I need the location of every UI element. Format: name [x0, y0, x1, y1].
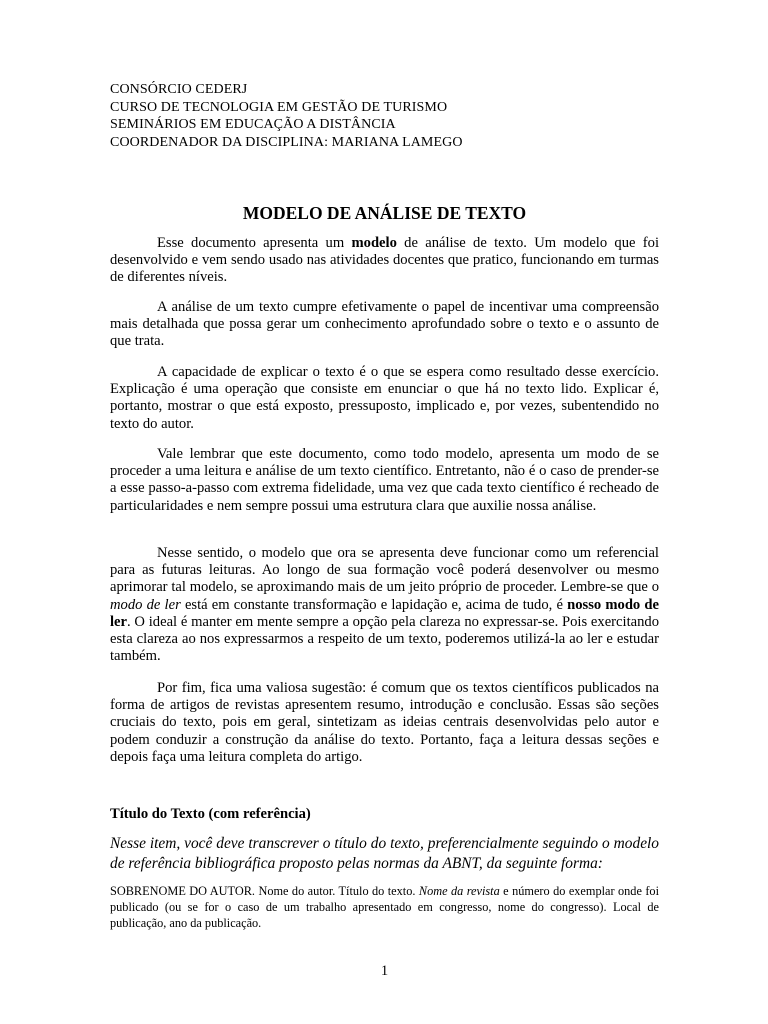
paragraph-1 — [110, 235, 659, 287]
p1-text-after: de análise de texto. Um modelo que foi desenvolvido e vem sendo usado nas atividades docentes que pratico, funcionando em turmas de diferentes níveis. — [110, 235, 660, 286]
paragraph-5 — [110, 545, 659, 665]
header-coordinator: COORDENADOR DA DISCIPLINA: MARIANA LAMEGO — [110, 134, 463, 150]
instruction-paragraph: Nesse item, você deve transcrever o título do texto, preferencialmente seguindo o modelo de referência bibliográfica proposto pelas normas da ABNT, da seguinte forma: — [110, 835, 659, 872]
p5-text-2: está em constante transformação e lapidação e, acima de tudo, é — [180, 596, 568, 613]
page-number: 1 — [380, 963, 389, 979]
reference-format — [110, 883, 659, 931]
paragraph-2: A análise de um texto cumpre efetivamente o papel de incentivar uma compreensão mais detalhada que possa gerar um conhecimento aprofundado sobre o texto e o assunto de que trata. — [110, 299, 659, 350]
p1-text-before: Esse documento apresenta um — [157, 235, 352, 251]
paragraph-4: Vale lembrar que este documento, como todo modelo, apresenta um modo de se proceder a uma leitura e análise de um texto científico. Entretanto, não é o caso de prender-se a esse passo-a-passo com extrema fidelidade, uma vez que cada texto científico é recheado de particularidades e nem sempre possui uma estrutura clara que auxilie nossa análise. — [110, 446, 659, 514]
ref-text-after: e número do exemplar onde foi publicado (ou se for o caso de um trabalho apresentado em congresso, nome do congresso). Local de publicação, ano da publicação. — [110, 884, 659, 930]
p5-bold-term: nosso modo de ler — [110, 596, 659, 630]
paragraph-6: Por fim, fica uma valiosa sugestão: é comum que os textos científicos publicados na forma de artigos de revistas apresentem resumo, introdução e conclusão. Essas são seções cruciais do texto, pois em geral, sintetizam as ideias centrais desenvolvidas pelo autor e podem conduzir a construção da análise do texto. Portanto, faça a leitura dessas seções e depois faça uma leitura completa do artigo. — [110, 680, 659, 765]
ref-journal-name: Nome da revista — [418, 884, 500, 898]
header-consortium: CONSÓRCIO CEDERJ — [110, 82, 248, 97]
p5-text-1: Nesse sentido, o modelo que ora se apresenta deve funcionar como um referencial para as futuras leituras. Ao longo de sua formação você poderá desenvolver ou mesmo aprimorar tal modelo, se aproximando mais de um jeito próprio de proceder. Lembre-se que o — [110, 545, 659, 596]
header-seminars: SEMINÁRIOS EM EDUCAÇÃO A DISTÂNCIA — [110, 117, 396, 132]
document-title: MODELO DE ANÁLISE DE TEXTO — [242, 203, 527, 223]
section-heading: Título do Texto (com referência) — [110, 806, 311, 822]
paragraph-3: A capacidade de explicar o texto é o que se espera como resultado desse exercício. Explicação é uma operação que consiste em enunciar o que há no texto lido. Explicar é, portanto, mostrar o que está exposto, pressuposto, implicado e, por vezes, subentendido no texto do autor. — [110, 364, 659, 432]
document-header — [110, 81, 463, 151]
p5-text-3: . O ideal é manter em mente sempre a opção pela clareza no expressar-se. Pois exercitando esta clareza ao nos expressarmos a respeito de um texto, poderemos utilizá-la ao ler e estudar também. — [110, 613, 659, 665]
p5-italic-term: modo de ler — [110, 596, 181, 613]
ref-text-before: SOBRENOME DO AUTOR. Nome do autor. Título do texto. — [110, 884, 419, 898]
header-course: CURSO DE TECNOLOGIA EM GESTÃO DE TURISMO — [110, 99, 448, 115]
p1-bold-term: modelo — [351, 235, 397, 251]
